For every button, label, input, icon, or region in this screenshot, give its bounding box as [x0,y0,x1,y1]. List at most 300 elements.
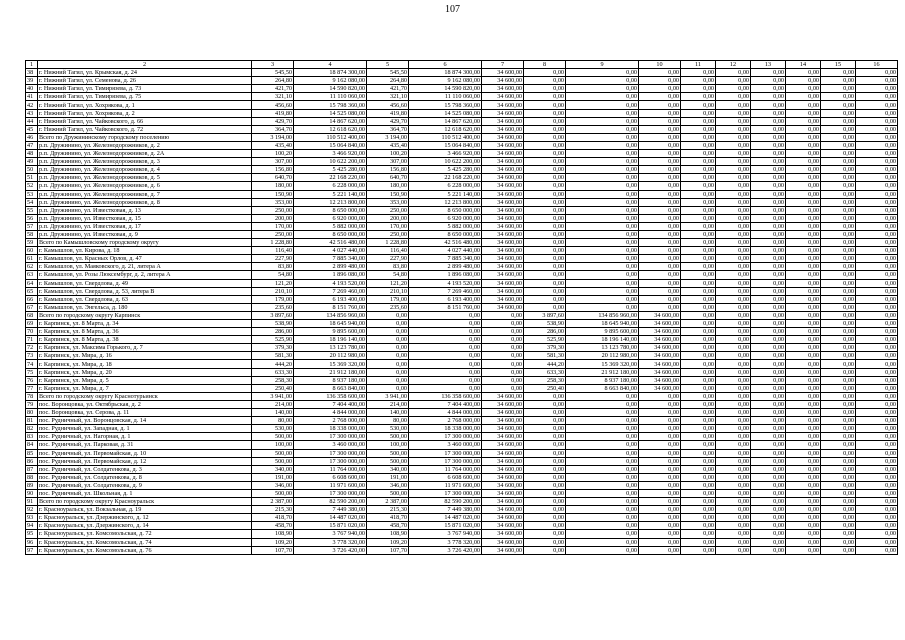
value-cell: 0,00 [716,417,751,425]
value-cell: 150,90 [252,190,294,198]
value-cell: 0,00 [786,457,821,465]
value-cell: 0,00 [681,214,716,222]
value-cell: 21 912 180,00 [294,368,367,376]
table-header-row [26,61,898,69]
value-cell: 34 600,00 [482,498,524,506]
value-cell: 34 600,00 [482,166,524,174]
value-cell: 11 971 600,00 [409,481,482,489]
value-cell: 34 600,00 [482,255,524,263]
value-cell: 0,00 [681,449,716,457]
value-cell: 0,00 [856,85,898,93]
value-cell: 0,00 [716,546,751,554]
value-cell: 42 516 480,00 [409,239,482,247]
value-cell: 0,00 [821,530,856,538]
value-cell: 0,00 [681,166,716,174]
value-cell: 264,80 [252,77,294,85]
value-cell: 0,00 [751,182,786,190]
value-cell: 0,00 [716,489,751,497]
value-cell: 250,40 [524,384,566,392]
value-cell: 418,70 [367,514,409,522]
value-cell: 0,00 [681,141,716,149]
value-cell: 0,00 [786,69,821,77]
value-cell: 0,00 [821,465,856,473]
value-cell: 0,00 [821,93,856,101]
value-cell: 0,00 [751,174,786,182]
value-cell: 0,00 [716,190,751,198]
table-row [26,247,898,255]
value-cell: 34 600,00 [482,198,524,206]
value-cell: 0,00 [821,360,856,368]
value-cell: 0,00 [786,344,821,352]
value-cell: 0,00 [367,320,409,328]
row-number-cell: 47 [26,141,38,149]
value-cell: 0,00 [681,271,716,279]
value-cell: 0,00 [716,141,751,149]
value-cell: 34 600,00 [482,85,524,93]
value-cell: 0,00 [566,425,639,433]
value-cell: 3 194,00 [367,133,409,141]
column-header: 11 [681,61,716,69]
value-cell: 0,00 [821,352,856,360]
value-cell: 22 168 220,00 [409,174,482,182]
value-cell: 0,00 [524,198,566,206]
value-cell: 0,00 [786,182,821,190]
value-cell: 0,00 [751,546,786,554]
table-row [26,182,898,190]
address-cell: г. Нижний Тагил, ул. Тимирязева, д. 73 [38,85,252,93]
address-cell: р.п. Дружинино, ул. Известковая, д. 17 [38,222,252,230]
row-number-cell: 61 [26,255,38,263]
value-cell: 34 600,00 [482,271,524,279]
value-cell: 0,00 [751,117,786,125]
value-cell: 0,00 [751,93,786,101]
value-cell: 250,00 [252,206,294,214]
value-cell: 0,00 [856,295,898,303]
value-cell: 0,00 [821,441,856,449]
value-cell: 11 764 000,00 [294,465,367,473]
value-cell: 11 971 600,00 [294,481,367,489]
value-cell: 0,00 [716,166,751,174]
value-cell: 0,00 [716,255,751,263]
value-cell: 0,00 [716,376,751,384]
value-cell: 0,00 [716,247,751,255]
value-cell: 0,00 [716,287,751,295]
value-cell: 0,00 [566,101,639,109]
row-number-cell: 95 [26,530,38,538]
value-cell: 0,00 [524,150,566,158]
table-row [26,465,898,473]
table-row [26,538,898,546]
value-cell: 0,00 [566,465,639,473]
table-row [26,498,898,506]
value-cell: 0,00 [681,133,716,141]
value-cell: 0,00 [716,133,751,141]
value-cell: 34 600,00 [482,433,524,441]
table-row [26,473,898,481]
value-cell: 116,40 [367,247,409,255]
row-number-cell: 84 [26,441,38,449]
value-cell: 8 937 180,00 [566,376,639,384]
value-cell: 0,00 [716,473,751,481]
value-cell: 0,00 [367,344,409,352]
value-cell: 0,00 [681,546,716,554]
row-number-cell: 81 [26,417,38,425]
value-cell: 0,00 [716,77,751,85]
row-number-cell: 68 [26,311,38,319]
value-cell: 9 162 080,00 [409,77,482,85]
address-cell: Всего по городскому округу Карпинск [38,311,252,319]
table-row [26,303,898,311]
value-cell: 2 899 480,00 [294,263,367,271]
value-cell: 0,00 [821,384,856,392]
column-header: 4 [294,61,367,69]
value-cell: 34 600,00 [482,279,524,287]
value-cell: 34 600,00 [482,441,524,449]
value-cell: 17 300 000,00 [294,449,367,457]
value-cell: 34 600,00 [639,328,681,336]
value-cell: 3 466 920,00 [294,150,367,158]
value-cell: 0,00 [821,320,856,328]
address-cell: р.п. Дружинино, ул. Железнодорожников, д. 4 [38,166,252,174]
value-cell: 0,00 [716,400,751,408]
value-cell: 34 600,00 [482,538,524,546]
address-cell: г. Карпинск, ул. Мира, д. 5 [38,376,252,384]
value-cell: 3 726 420,00 [409,546,482,554]
value-cell: 15 871 020,00 [409,522,482,530]
value-cell: 34 600,00 [639,320,681,328]
value-cell: 0,00 [482,344,524,352]
value-cell: 0,00 [681,473,716,481]
value-cell: 0,00 [856,166,898,174]
value-cell: 0,00 [681,101,716,109]
value-cell: 0,00 [482,376,524,384]
value-cell: 444,20 [252,360,294,368]
value-cell: 0,00 [524,279,566,287]
value-cell: 107,70 [252,546,294,554]
value-cell: 14 590 820,00 [409,85,482,93]
value-cell: 0,00 [716,449,751,457]
value-cell: 0,00 [409,336,482,344]
value-cell: 0,00 [482,328,524,336]
table-row [26,279,898,287]
row-number-cell: 53 [26,190,38,198]
value-cell: 0,00 [524,239,566,247]
value-cell: 34 600,00 [482,206,524,214]
value-cell: 0,00 [786,255,821,263]
address-cell: г. Красноуральск, ул. Комсомольская, д. 72 [38,530,252,538]
value-cell: 136 358 600,00 [409,392,482,400]
value-cell: 444,20 [524,360,566,368]
page-number: 107 [445,4,460,15]
value-cell: 0,00 [566,546,639,554]
value-cell: 14 867 620,00 [294,117,367,125]
value-cell: 0,00 [639,85,681,93]
value-cell: 100,00 [252,441,294,449]
table-row [26,320,898,328]
value-cell: 0,00 [524,473,566,481]
table-row [26,368,898,376]
value-cell: 0,00 [821,222,856,230]
row-number-cell: 85 [26,449,38,457]
value-cell: 0,00 [856,77,898,85]
value-cell: 0,00 [524,425,566,433]
value-cell: 0,00 [566,166,639,174]
value-cell: 34 600,00 [639,384,681,392]
row-number-cell: 86 [26,457,38,465]
address-cell: г. Нижний Тагил, ул. Чайковского, д. 66 [38,117,252,125]
value-cell: 0,00 [751,506,786,514]
value-cell: 0,00 [821,117,856,125]
value-cell: 3 466 920,00 [409,150,482,158]
value-cell: 0,00 [821,311,856,319]
value-cell: 0,00 [716,328,751,336]
value-cell: 9 162 080,00 [294,77,367,85]
value-cell: 340,00 [367,465,409,473]
value-cell: 0,00 [524,287,566,295]
value-cell: 0,00 [856,433,898,441]
value-cell: 0,00 [751,384,786,392]
value-cell: 14 590 820,00 [294,85,367,93]
value-cell: 0,00 [681,360,716,368]
value-cell: 0,00 [821,133,856,141]
value-cell: 109,20 [367,538,409,546]
row-number-cell: 92 [26,506,38,514]
value-cell: 8 650 000,00 [294,206,367,214]
value-cell: 34 600,00 [482,150,524,158]
value-cell: 456,60 [367,101,409,109]
value-cell: 100,20 [367,150,409,158]
value-cell: 0,00 [639,109,681,117]
column-header: 8 [524,61,566,69]
value-cell: 0,00 [821,230,856,238]
value-cell: 3 726 420,00 [294,546,367,554]
value-cell: 0,00 [786,239,821,247]
value-cell: 0,00 [786,384,821,392]
value-cell: 0,00 [681,400,716,408]
value-cell: 0,00 [821,295,856,303]
value-cell: 18 338 000,00 [409,425,482,433]
value-cell: 34 600,00 [482,546,524,554]
value-cell: 0,00 [856,328,898,336]
value-cell: 0,00 [786,400,821,408]
value-cell: 20 112 980,00 [294,352,367,360]
value-cell: 0,00 [566,433,639,441]
value-cell: 8 663 840,00 [566,384,639,392]
value-cell: 0,00 [821,522,856,530]
value-cell: 250,40 [252,384,294,392]
value-cell: 0,00 [856,222,898,230]
row-number-cell: 97 [26,546,38,554]
value-cell: 0,00 [821,328,856,336]
row-number-cell: 72 [26,344,38,352]
value-cell: 0,00 [681,352,716,360]
value-cell: 0,00 [524,182,566,190]
value-cell: 0,00 [751,166,786,174]
value-cell: 0,00 [716,344,751,352]
value-cell: 286,00 [524,328,566,336]
value-cell: 34 600,00 [482,295,524,303]
value-cell: 435,40 [367,141,409,149]
value-cell: 0,00 [716,214,751,222]
value-cell: 0,00 [856,206,898,214]
address-cell: г. Камышлов, ул. Свердлова, д. 63 [38,295,252,303]
value-cell: 538,90 [524,320,566,328]
value-cell: 0,00 [856,384,898,392]
value-cell: 191,00 [252,473,294,481]
address-cell: г. Нижний Тагил, ул. Семенова, д. 26 [38,77,252,85]
address-cell: р.п. Дружинино, ул. Железнодорожников, д. 5 [38,174,252,182]
value-cell: 0,00 [639,263,681,271]
value-cell: 0,00 [716,352,751,360]
value-cell: 0,00 [821,514,856,522]
value-cell: 0,00 [524,255,566,263]
value-cell: 0,00 [786,481,821,489]
value-cell: 0,00 [524,85,566,93]
value-cell: 0,00 [409,344,482,352]
value-cell: 0,00 [367,311,409,319]
address-cell: Всего по Камышловскому городскому округу [38,239,252,247]
value-cell: 0,00 [639,441,681,449]
value-cell: 0,00 [821,255,856,263]
value-cell: 286,00 [252,328,294,336]
column-header: 13 [751,61,786,69]
value-cell: 0,00 [639,150,681,158]
value-cell: 0,00 [367,376,409,384]
value-cell: 7 404 400,00 [409,400,482,408]
value-cell: 18 338 000,00 [294,425,367,433]
value-cell: 0,00 [856,271,898,279]
value-cell: 0,00 [681,481,716,489]
table-row [26,522,898,530]
row-number-cell: 88 [26,473,38,481]
row-number-cell: 90 [26,489,38,497]
value-cell: 0,00 [566,263,639,271]
value-cell: 34 600,00 [639,344,681,352]
value-cell: 0,00 [524,263,566,271]
address-cell: р.п. Дружинино, ул. Известковая, д. 15 [38,214,252,222]
value-cell: 0,00 [482,368,524,376]
value-cell: 5 221 140,00 [409,190,482,198]
address-cell: пос. Рудничный, ул. Солдатенкова, д. 9 [38,481,252,489]
value-cell: 0,00 [786,368,821,376]
value-cell: 0,00 [566,230,639,238]
value-cell: 0,00 [786,433,821,441]
value-cell: 0,00 [639,546,681,554]
value-cell: 0,00 [751,409,786,417]
value-cell: 0,00 [681,150,716,158]
value-cell: 3 941,00 [252,392,294,400]
value-cell: 0,00 [856,230,898,238]
value-cell: 4 193 520,00 [409,279,482,287]
value-cell: 0,00 [856,473,898,481]
value-cell: 34 600,00 [639,336,681,344]
table-row [26,206,898,214]
value-cell: 0,00 [639,174,681,182]
value-cell: 0,00 [856,489,898,497]
value-cell: 0,00 [524,481,566,489]
value-cell: 134 856 960,00 [566,311,639,319]
value-cell: 0,00 [751,239,786,247]
value-cell: 14 525 080,00 [409,109,482,117]
value-cell: 214,00 [367,400,409,408]
address-cell: г. Нижний Тагил, ул. Крымская, д. 24 [38,69,252,77]
value-cell: 0,00 [367,360,409,368]
row-number-cell: 83 [26,433,38,441]
table-row [26,158,898,166]
value-cell: 0,00 [821,109,856,117]
value-cell: 34 600,00 [482,514,524,522]
value-cell: 0,00 [786,279,821,287]
value-cell: 8 650 000,00 [409,206,482,214]
value-cell: 0,00 [524,303,566,311]
value-cell: 121,20 [252,279,294,287]
value-cell: 0,00 [786,417,821,425]
value-cell: 5 882 000,00 [409,222,482,230]
value-cell: 0,00 [786,392,821,400]
value-cell: 0,00 [524,141,566,149]
value-cell: 34 600,00 [639,368,681,376]
value-cell: 34 600,00 [482,303,524,311]
value-cell: 640,70 [252,174,294,182]
value-cell: 0,00 [681,255,716,263]
value-cell: 34 600,00 [482,190,524,198]
value-cell: 0,00 [639,69,681,77]
value-cell: 0,00 [716,457,751,465]
address-cell: пос. Рудничный, ул. Нагорная, д. 1 [38,433,252,441]
value-cell: 0,00 [751,279,786,287]
value-cell: 12 213 800,00 [294,198,367,206]
value-cell: 0,00 [716,206,751,214]
value-cell: 0,00 [716,481,751,489]
value-cell: 13 123 780,00 [294,344,367,352]
address-cell: р.п. Дружинино, ул. Железнодорожников, д. 2А [38,150,252,158]
value-cell: 6 920 000,00 [409,214,482,222]
table-row [26,117,898,125]
value-cell: 0,00 [681,93,716,101]
value-cell: 0,00 [524,400,566,408]
value-cell: 0,00 [639,522,681,530]
value-cell: 22 168 220,00 [294,174,367,182]
value-cell: 34 600,00 [482,489,524,497]
value-cell: 0,00 [566,109,639,117]
value-cell: 0,00 [639,279,681,287]
value-cell: 0,00 [751,101,786,109]
value-cell: 34 600,00 [482,101,524,109]
value-cell: 82 590 200,00 [294,498,367,506]
value-cell: 0,00 [681,498,716,506]
value-cell: 530,00 [252,425,294,433]
value-cell: 0,00 [716,409,751,417]
value-cell: 0,00 [821,190,856,198]
value-cell: 0,00 [409,384,482,392]
value-cell: 0,00 [751,522,786,530]
value-cell: 0,00 [566,473,639,481]
value-cell: 0,00 [566,85,639,93]
value-cell: 0,00 [566,498,639,506]
value-cell: 0,00 [821,336,856,344]
value-cell: 0,00 [786,125,821,133]
value-cell: 0,00 [566,506,639,514]
value-cell: 0,00 [751,109,786,117]
table-row [26,417,898,425]
value-cell: 0,00 [681,109,716,117]
value-cell: 545,50 [367,69,409,77]
value-cell: 0,00 [751,489,786,497]
address-cell: г. Камышлов, ул. Кирова, д. 18 [38,247,252,255]
value-cell: 0,00 [751,538,786,546]
value-cell: 6 608 600,00 [409,473,482,481]
value-cell: 3 767 940,00 [294,530,367,538]
